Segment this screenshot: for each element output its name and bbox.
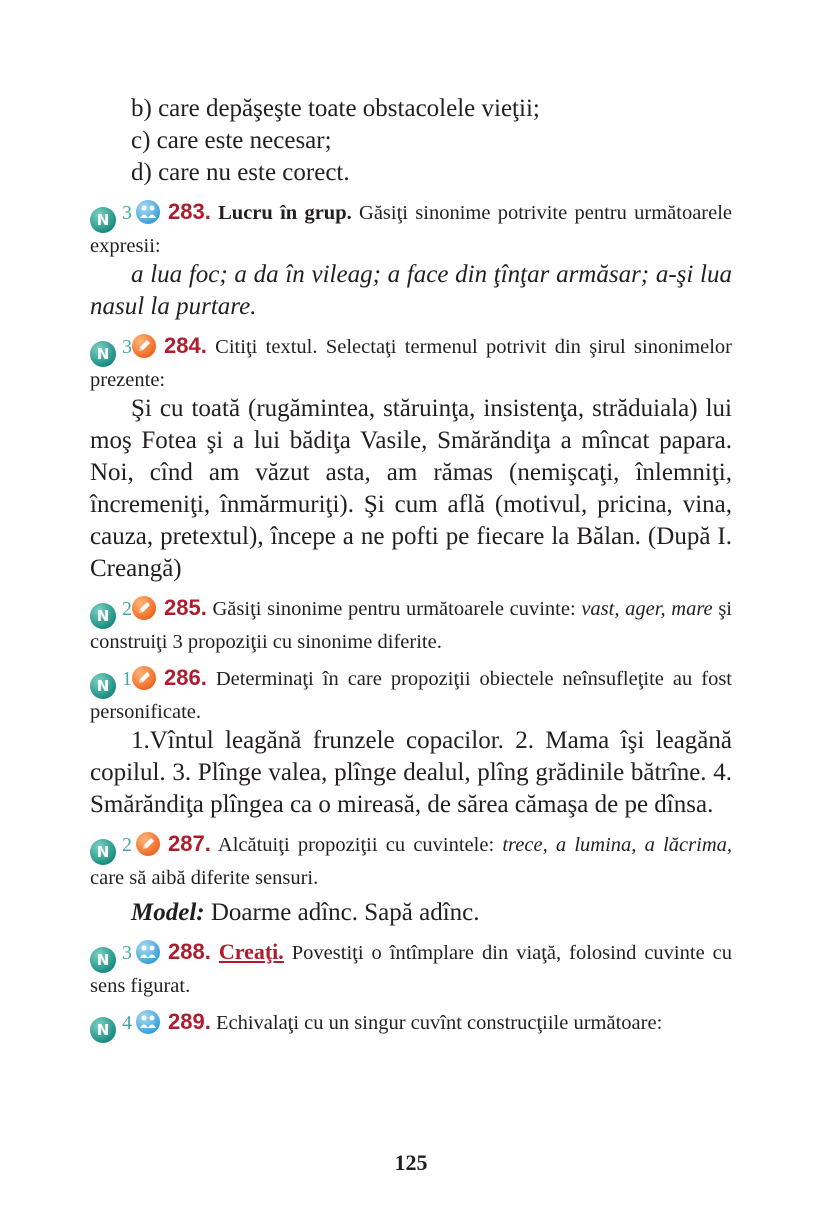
level-badge-icon: N <box>90 1017 116 1043</box>
level-number: 3 <box>122 336 132 358</box>
exercise-instruction: Determinaţi în care propoziţii obiectele neînsufleţite au fost personificate. <box>90 668 732 723</box>
exercise-286 <box>90 665 732 821</box>
exercise-instruction: Povestiţi o întîmplare din viaţă, folosind cuvinte cu sens figurat. <box>90 942 733 997</box>
exercise-title: Lucru în grup. <box>218 202 352 224</box>
page-number: 125 <box>394 1150 428 1175</box>
exercise-284-content: Şi cu toată (rugămintea, stăruinţa, insistenţa, străduiala) lui moş Fotea şi a lui bădiţa Vasile, Smărăndiţa a mîncat papara. Noi, cînd am văzut asta, am rămas (nemişcaţi, înlemniţi, încremeniţi, înmărmuriţi). Şi cum află (motivul, pricina, vina, cauza, pretextul), începe a ne pofti pe fiecare la Bălan. (După I. Creangă) <box>90 395 732 582</box>
option-b: b) care depăşeşte toate obstacolele vieţii; <box>131 95 540 122</box>
exercise-instruction-end: care să aibă diferite sensuri. <box>90 867 319 889</box>
exercise-283-header <box>90 199 732 259</box>
level-badge-icon: N <box>90 207 116 233</box>
exercise-285-header <box>90 595 732 655</box>
pencil-icon <box>132 596 156 620</box>
exercise-284 <box>90 333 732 585</box>
level-number: 2 <box>122 834 132 856</box>
option-c: c) care este necesar; <box>131 127 332 154</box>
exercise-number: 286. <box>164 665 207 690</box>
exercise-number: 283. <box>168 199 211 224</box>
level-badge-icon: N <box>90 839 116 865</box>
exercise-words: trece, a lumina, a lăcrima, <box>502 834 732 856</box>
exercise-instruction: Echivalaţi cu un singur cuvînt construcţiile următoare: <box>210 1012 663 1034</box>
exercise-number: 287. <box>168 831 211 856</box>
level-badge-icon: N <box>90 673 116 699</box>
level-number: 4 <box>122 1012 132 1034</box>
exercise-287 <box>90 831 732 929</box>
exercise-286-content: 1.Vîntul leagănă frunzele copacilor. 2. Mama îşi leagănă copilul. 3. Plînge valea, plînge dealul, plîng grădinile bătrîne. 4. Smărăndiţa plîngea ca o mireasă, de sărea cămaşa de pe dînsa. <box>90 727 732 818</box>
exercise-words: vast, ager, mare <box>581 598 713 620</box>
exercise-number: 284. <box>164 333 207 358</box>
exercise-instruction: Citiţi textul. Selectaţi termenul potrivit din şirul sinonimelor prezente: <box>90 336 732 391</box>
exercise-instruction: Găsiţi sinonime pentru următoarele cuvinte: <box>206 598 582 620</box>
group-work-icon <box>136 200 160 224</box>
exercise-instruction: Alcătuiţi propoziţii cu cuvintele: <box>210 834 503 856</box>
model-text: Doarme adînc. Sapă adînc. <box>204 899 480 926</box>
exercise-284-header <box>90 333 732 393</box>
exercise-283 <box>90 199 732 323</box>
exercise-number: 288. <box>168 939 211 964</box>
level-badge-icon: N <box>90 341 116 367</box>
level-number: 1 <box>122 668 132 690</box>
exercise-288-header <box>90 939 732 999</box>
exercise-285 <box>90 595 732 655</box>
level-badge-icon: N <box>90 603 116 629</box>
option-d: d) care nu este corect. <box>131 159 350 186</box>
exercise-287-model <box>90 897 732 929</box>
exercise-instruction-end: şi construiţi 3 propoziţii cu sinonime diferite. <box>90 598 732 653</box>
pencil-icon <box>136 832 160 856</box>
exercise-289 <box>90 1009 732 1043</box>
level-number: 3 <box>122 202 132 224</box>
level-number: 2 <box>122 598 132 620</box>
pencil-icon <box>132 334 156 358</box>
exercise-283-content: a lua foc; a da în vileag; a face din ţînţar armăsar; a-şi lua nasul la purtare. <box>90 261 732 320</box>
level-badge-icon: N <box>90 947 116 973</box>
exercise-number: 289. <box>168 1009 211 1034</box>
level-number: 3 <box>122 942 132 964</box>
group-work-icon <box>136 1010 160 1034</box>
exercise-instruction: Găsiţi sinonime potrivite pentru următoarele expresii: <box>90 202 733 257</box>
exercise-287-header <box>90 831 732 891</box>
group-work-icon <box>136 940 160 964</box>
exercise-288 <box>90 939 732 999</box>
answer-options <box>90 93 732 189</box>
exercise-title: Creaţi. <box>218 939 284 964</box>
exercise-286-header <box>90 665 732 725</box>
model-label: Model: <box>131 899 205 926</box>
exercise-number: 285. <box>164 595 207 620</box>
textbook-page <box>90 93 732 1043</box>
pencil-icon <box>132 666 156 690</box>
exercise-289-header <box>90 1009 732 1043</box>
